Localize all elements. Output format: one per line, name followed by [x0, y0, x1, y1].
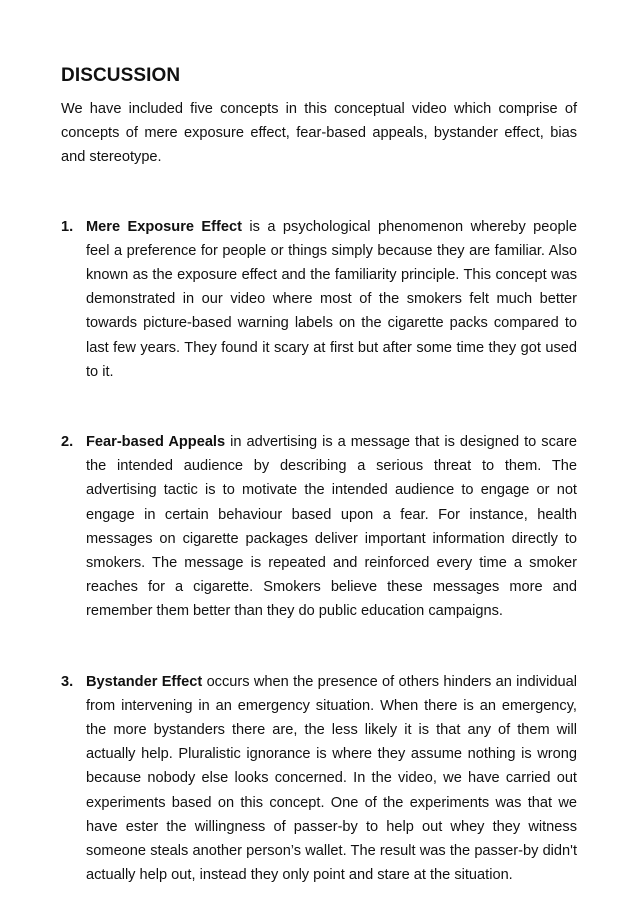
concept-term: Mere Exposure Effect	[86, 218, 242, 235]
list-item-number: 3.	[61, 673, 74, 690]
list-item-fear-based-appeals	[61, 430, 577, 624]
concept-description: occurs when the presence of others hinders an individual from intervening in an emergency situation. When there is an emergency, the more bystanders there are, the less likely it is that any of them will actually help. Pluralistic ignorance is where they assume nothing is wrong because nobody else looks concerned. In the video, we have carried out experiments based on this concept. One of the experiments was that we have ester the willingness of passer-by to help out whey they witness someone steals another person’s wallet. The result was the passer-by didn't actually help out, instead they only point and stare at the situation.	[86, 673, 577, 884]
document-page	[61, 62, 577, 887]
list-item-mere-exposure-effect	[61, 215, 577, 384]
list-item-number: 1.	[61, 218, 74, 235]
section-heading: DISCUSSION	[61, 65, 181, 86]
concept-term: Bystander Effect	[86, 673, 203, 690]
concept-term: Fear-based Appeals	[86, 434, 226, 451]
concept-list	[61, 215, 577, 888]
intro-paragraph: We have included five concepts in this conceptual video which comprise of concepts of mere exposure effect, fear-based appeals, bystander effect, bias and stereotype.	[61, 101, 577, 166]
concept-description: is a psychological phenomenon whereby people feel a preference for people or things simply because they are familiar. Also known as the exposure effect and the familiarity principle. This concept was demonstrated in our video where most of the smokers felt much better towards picture-based warning labels on the cigarette packs compared to last few years. They found it scary at first but after some time they got used to it.	[86, 218, 577, 380]
concept-description: in advertising is a message that is designed to scare the intended audience by describing a serious threat to them. The advertising tactic is to motivate the intended audience to engage or not engage in certain behaviour based upon a fear. For instance, health messages on cigarette packages deliver important information directly to smokers. The message is repeated and reinforced every time a smoker reaches for a cigarette. Smokers believe these messages more and remember them better than they do public education campaigns.	[86, 434, 577, 620]
list-item-bystander-effect	[61, 670, 577, 888]
list-item-number: 2.	[61, 434, 74, 451]
